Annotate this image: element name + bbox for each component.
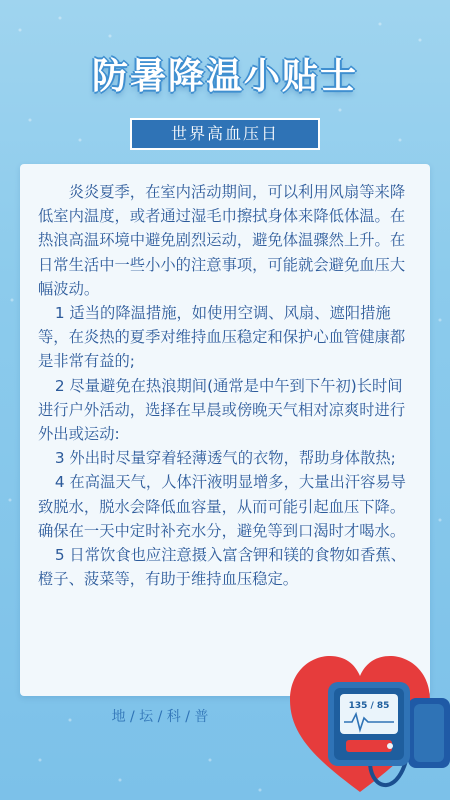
tip-1: 1 适当的降温措施，如使用空调、风扇、遮阳措施等，在炎热的夏季对维持血压稳定和保护心血管健康都是非常有益的;: [38, 304, 406, 371]
tip-3: 3 外出时尽量穿着轻薄透气的衣物，帮助身体散热;: [54, 449, 396, 468]
tip-4: 4 在高温天气，人体汗液明显增多，大量出汗容易导致脱水，脱水会降低血容量，从而可能引起血压下降。确保在一天中定时补充水分，避免等到口渴时才喝水。: [38, 473, 406, 540]
tip-2: 2 尽量避免在热浪期间(通常是中午到下午初)长时间进行户外活动，选择在早晨或傍晚天气相对凉爽时进行外出或运动:: [38, 376, 406, 444]
tip-5: 5 日常饮食也应注意摄入富含钾和镁的食物如香蕉、橙子、菠菜等，有助于维持血压稳定。: [38, 546, 406, 589]
monitor-reading: 135 / 85: [348, 701, 390, 711]
blood-pressure-monitor-icon: [328, 682, 410, 766]
footer-label: 地 / 坛 / 科 / 普: [111, 709, 209, 725]
subtitle-banner: 世界高血压日: [130, 118, 320, 150]
content-card: [20, 164, 430, 696]
blood-pressure-illustration: [290, 642, 450, 800]
page-title: 防暑降温小贴士: [91, 56, 358, 97]
intro-paragraph: 炎炎夏季，在室内活动期间，可以利用风扇等来降低室内温度，或者通过湿毛巾擦拭身体来降低体温。在热浪高温环境中避免剧烈运动，避免体温骤然上升。在日常生活中一些小小的注意事项，可能就会避免血压大幅波动。: [38, 183, 406, 298]
